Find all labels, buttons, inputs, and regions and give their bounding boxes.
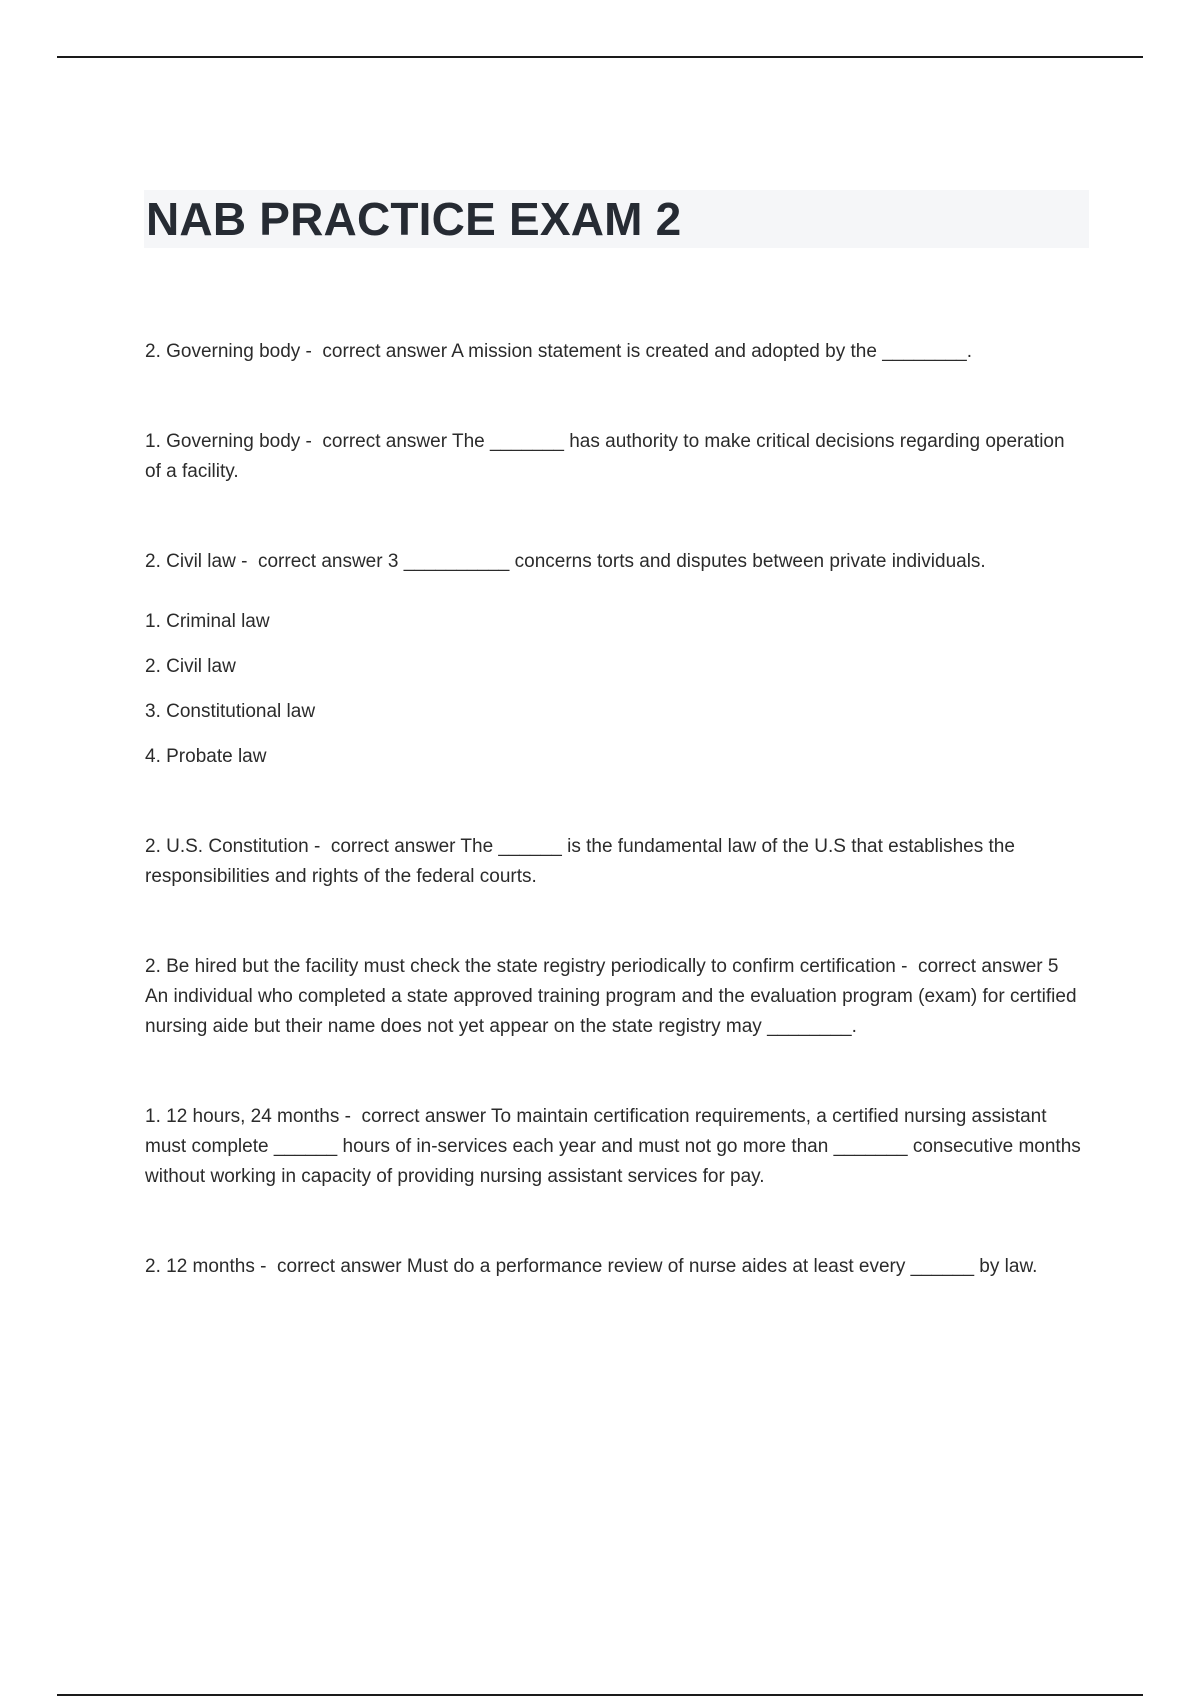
answer-separator: - correct answer: [235, 551, 388, 572]
page-title: NAB PRACTICE EXAM 2: [146, 193, 682, 245]
answer-option: 2. Civil law: [145, 656, 236, 677]
answer-option: 4. Probate law: [145, 746, 267, 767]
question-text: 5 An individual who completed a state approved training program and the evaluation program (exam) for certified nursing aide but their name does not yet appear on the state registry may ________.: [145, 956, 1077, 1037]
qa-entry: [145, 952, 1085, 1042]
qa-entry: [145, 337, 1085, 367]
answer-text: 2. Governing body: [145, 341, 301, 362]
document-body: [145, 337, 1085, 1342]
question-text: A mission statement is created and adopted by the ________.: [451, 341, 973, 362]
answer-option: 3. Constitutional law: [145, 701, 316, 722]
answer-option: 1. Criminal law: [145, 611, 270, 632]
answer-separator: - correct answer: [308, 836, 461, 857]
answer-text: 1. Governing body: [145, 431, 301, 452]
answer-text: 1. 12 hours, 24 months: [145, 1106, 340, 1127]
qa-entry: [145, 1102, 1085, 1192]
question-text: The ______ is the fundamental law of the U.S that establishes the responsibilities and rights of the federal courts.: [145, 836, 1015, 887]
answer-separator: - correct answer: [300, 431, 452, 452]
answer-options-list: [145, 607, 1085, 772]
answer-text: 2. Be hired but the facility must check the state registry periodically to confirm certification: [145, 956, 896, 977]
qa-entry: [145, 1252, 1085, 1282]
answer-text: 2. U.S. Constitution: [145, 836, 309, 857]
qa-entry: [145, 427, 1085, 487]
question-text: To maintain certification requirements, a certified nursing assistant must complete ______ hours of in-services each year and must not go more than _______ consecutive months without working in capacity of providing nursing assistant services for pay.: [145, 1106, 1081, 1187]
qa-entry: [145, 547, 1085, 577]
question-text: The _______ has authority to make critical decisions regarding operation of a facility.: [145, 431, 1065, 482]
qa-entry: [145, 832, 1085, 892]
answer-separator: - correct answer: [339, 1106, 492, 1127]
answer-separator: - correct answer: [300, 341, 452, 362]
question-text: 3 __________ concerns torts and disputes between private individuals.: [387, 551, 986, 572]
answer-separator: - correct answer: [895, 956, 1048, 977]
answer-text: 2. 12 months: [145, 1256, 255, 1277]
question-text: Must do a performance review of nurse aides at least every ______ by law.: [406, 1256, 1038, 1277]
bottom-rule: [57, 1694, 1143, 1696]
top-rule: [57, 56, 1143, 58]
answer-text: 2. Civil law: [145, 551, 236, 572]
answer-separator: - correct answer: [254, 1256, 407, 1277]
